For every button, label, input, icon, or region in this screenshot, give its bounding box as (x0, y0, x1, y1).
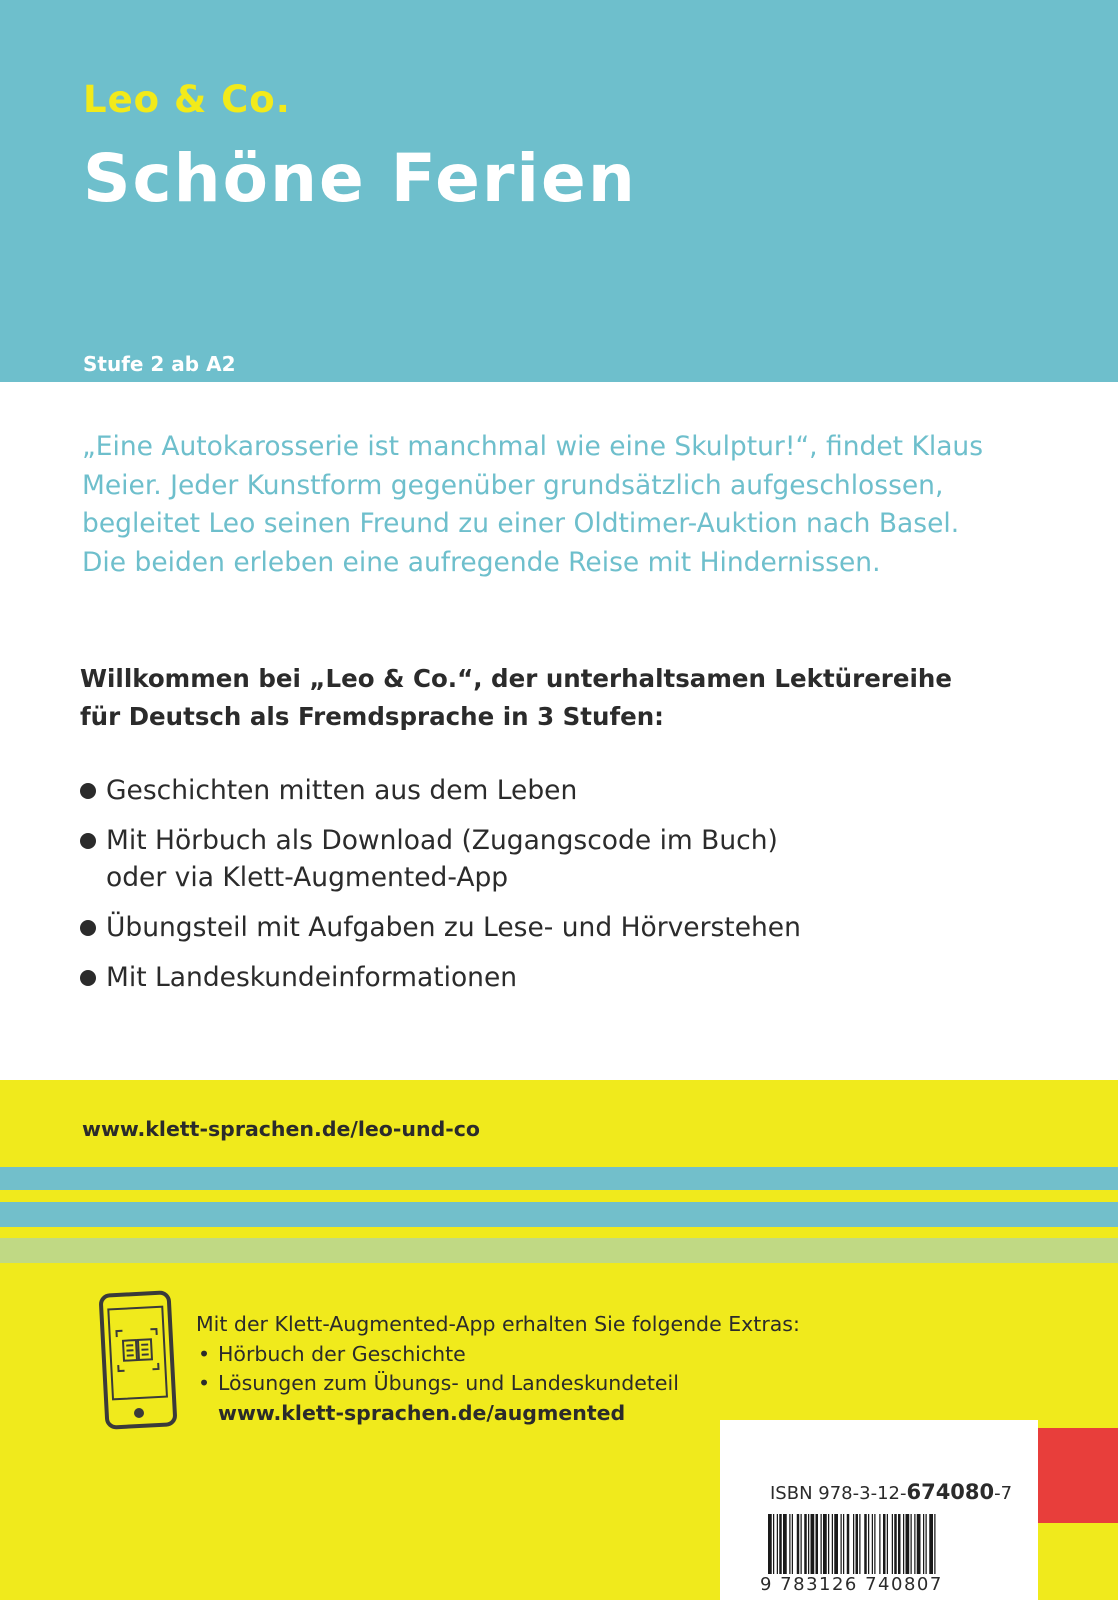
barcode-bar (808, 1514, 809, 1582)
barcode-bar (929, 1514, 933, 1582)
feature-item: Mit Landeskundeinformationen (80, 959, 801, 996)
barcode-bar (832, 1514, 833, 1582)
barcode (766, 1514, 1002, 1582)
barcode-bar (797, 1514, 800, 1582)
barcode-bar (804, 1514, 807, 1582)
barcode-bar (934, 1514, 935, 1582)
decorative-stripe (0, 1202, 1118, 1227)
app-extras-list (196, 1340, 800, 1399)
barcode-bar (883, 1514, 886, 1582)
barcode-bar (898, 1514, 901, 1582)
barcode-bar (856, 1514, 859, 1582)
app-intro-text: Mit der Klett-Augmented-App erhalten Sie folgende Extras: (196, 1312, 800, 1336)
bullet-icon (80, 783, 96, 799)
barcode-bar (811, 1514, 815, 1582)
blurb-text (82, 428, 1042, 582)
barcode-bar (823, 1514, 827, 1582)
barcode-bar (914, 1514, 915, 1582)
augmented-website-link[interactable]: www.klett-sprachen.de/augmented (218, 1400, 626, 1425)
decorative-stripe (0, 1167, 1118, 1190)
feature-item: Übungsteil mit Aufgaben zu Lese- und Hörverstehen (80, 909, 801, 946)
app-extra-item: • Lösungen zum Übungs- und Landeskundeteil (196, 1369, 800, 1399)
welcome-heading (80, 660, 952, 736)
isbn-number: ISBN 978-3-12-674080-7 (770, 1480, 1013, 1504)
augmented-app-info (196, 1310, 800, 1428)
barcode-bar (777, 1514, 778, 1582)
blurb-line: „Eine Autokarosserie ist manchmal wie eine Skulptur!“, findet Klaus (82, 431, 984, 462)
barcode-bar (892, 1514, 893, 1582)
barcode-bar (801, 1514, 802, 1582)
barcode-bar (923, 1514, 924, 1582)
barcode-digits: 9 783126 740807 (760, 1574, 943, 1595)
barcode-bar (917, 1514, 921, 1582)
book-title: Schöne Ferien (83, 140, 637, 217)
welcome-line: für Deutsch als Fremdsprache in 3 Stufen: (80, 702, 664, 731)
barcode-bar (859, 1514, 860, 1582)
barcode-bar (828, 1514, 829, 1582)
blurb-line: begleitet Leo seinen Freund zu einer Oldtimer-Auktion nach Basel. (82, 508, 960, 539)
feature-item: Mit Hörbuch als Download (Zugangscode im Buch) oder via Klett-Augmented-App (80, 822, 801, 896)
series-website-link[interactable]: www.klett-sprachen.de/leo-und-co (82, 1117, 481, 1141)
bullet-icon (80, 970, 96, 986)
barcode-bar (879, 1514, 880, 1582)
barcode-bar (903, 1514, 904, 1582)
barcode-bar (768, 1514, 772, 1582)
barcode-bar (834, 1514, 838, 1582)
barcode-bar (864, 1514, 867, 1582)
red-marker (1038, 1428, 1118, 1523)
barcode-bar (783, 1514, 787, 1582)
barcode-bar (853, 1514, 854, 1582)
barcode-bar (894, 1514, 897, 1582)
decorative-stripe (0, 1238, 1118, 1263)
augmented-app-phone-icon (98, 1290, 178, 1430)
barcode-bar (847, 1514, 850, 1582)
feature-list (80, 772, 801, 1009)
barcode-bar (773, 1514, 774, 1582)
barcode-bar (816, 1514, 819, 1582)
series-name: Leo & Co. (83, 78, 291, 121)
blurb-line: Meier. Jeder Kunstform gegenüber grundsätzlich aufgeschlossen, (82, 469, 944, 501)
barcode-bar (792, 1514, 793, 1582)
barcode-bar (789, 1514, 790, 1582)
barcode-bar (926, 1514, 927, 1582)
barcode-bar (872, 1514, 873, 1582)
bullet-icon (80, 920, 96, 936)
barcode-bar (841, 1514, 842, 1582)
barcode-bar (874, 1514, 875, 1582)
barcode-bar (868, 1514, 869, 1582)
blurb-line: Die beiden erleben eine aufregende Reise mit Hindernissen. (82, 546, 881, 578)
feature-item: Geschichten mitten aus dem Leben (80, 772, 801, 809)
barcode-bar (911, 1514, 912, 1582)
barcode-bar (887, 1514, 888, 1582)
barcode-bar (906, 1514, 910, 1582)
barcode-bar (779, 1514, 782, 1582)
app-extra-item: • Hörbuch der Geschichte (196, 1340, 800, 1370)
welcome-line: Willkommen bei „Leo & Co.“, der unterhaltsamen Lektürereihe (80, 664, 952, 693)
bullet-icon (80, 833, 96, 849)
barcode-bar (843, 1514, 844, 1582)
level-label: Stufe 2 ab A2 (83, 352, 236, 376)
barcode-bar (821, 1514, 822, 1582)
